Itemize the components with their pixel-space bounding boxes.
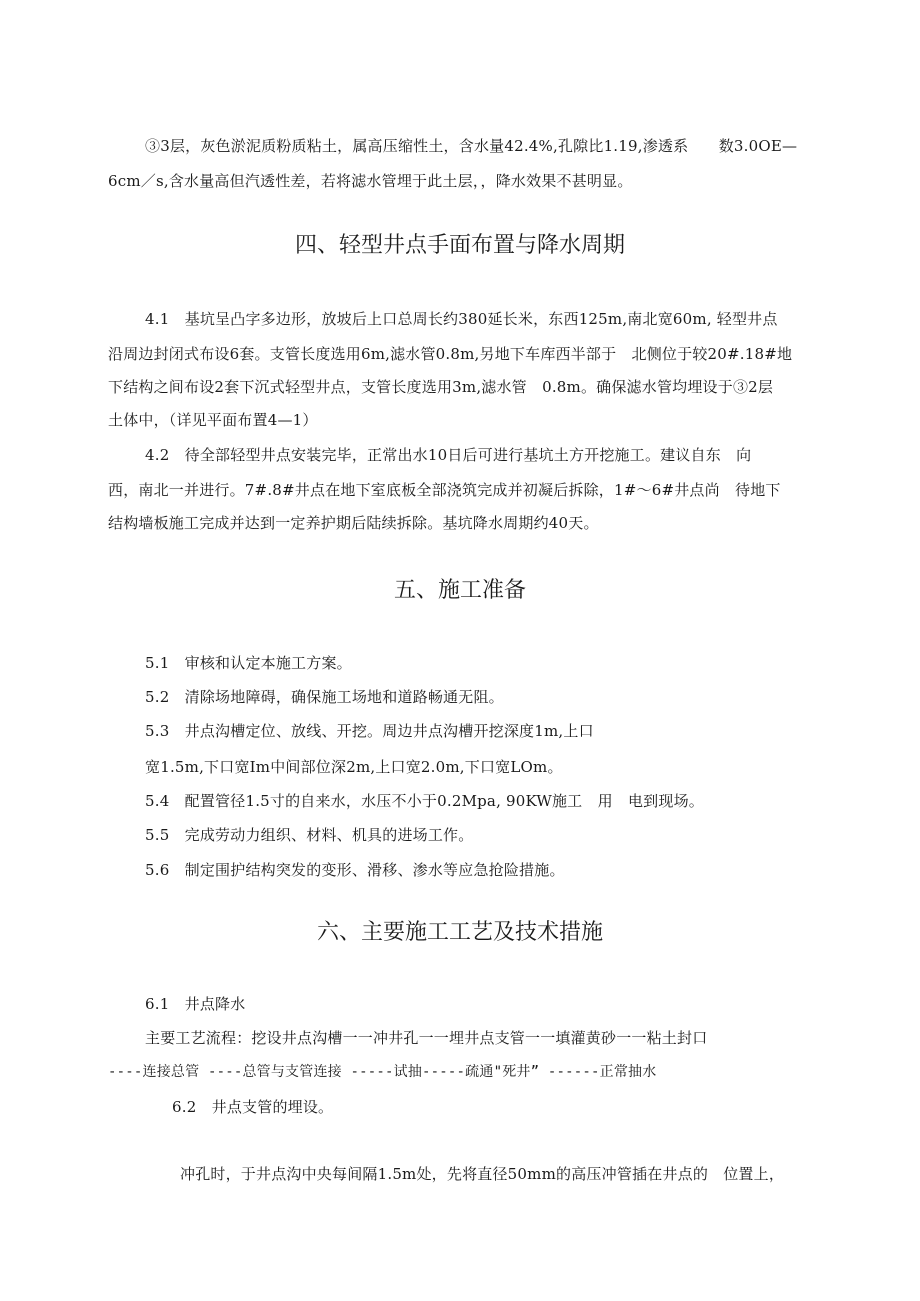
item-5-6: 5.6 制定围护结构突发的变形、滑移、渗水等应急抢险措施。 — [145, 861, 565, 879]
para-4-1-line-2: 沿周边封闭式布设6套。支管长度选用6m,滤水管0.8m,另地下车库西半部于 北侧位于较20#.18#地 — [108, 345, 793, 363]
para-4-1-line-3: 下结构之间布设2套下沉式轻型井点，支管长度选用3m,滤水管 0.8m。确保滤水管均埋设于③2层 — [108, 378, 774, 396]
para-4-2-line-1: 4.2 待全部轻型井点安装完毕，正常出水10日后可进行基坑土方开挖施工。建议自东 向 — [145, 446, 752, 464]
process-flow-line-2: ----连接总管 ----总管与支管连接 -----试抽-----疏通"死井” ------正常抽水 — [108, 1064, 657, 1080]
para-4-2-line-3: 结构墙板施工完成并达到一定养护期后陆续拆除。基坑降水周期约40天。 — [108, 514, 599, 532]
item-6-1: 6.1 井点降水 — [145, 995, 246, 1013]
para-4-1-line-4: 土体中，（详见平面布置4—1） — [108, 411, 318, 429]
item-5-2: 5.2 清除场地障碍，确保施工场地和道路畅通无阻。 — [145, 688, 504, 706]
item-5-3: 5.3 井点沟槽定位、放线、开挖。周边井点沟槽开挖深度1m,上口 — [145, 722, 594, 740]
flush-hole-para: 冲孔时，于井点沟中央每间隔1.5m处，先将直径50mm的高压冲管插在井点的 位置上， — [180, 1165, 785, 1183]
section-6-heading: 六、主要施工工艺及技术措施 — [316, 920, 603, 945]
para-4-1-line-1: 4.1 基坑呈凸字多边形，放坡后上口总周长约380延长米，东西125m,南北宽60m, 轻型井点 — [145, 310, 778, 328]
process-flow-line-1: 主要工艺流程：挖设井点沟槽一一冲井孔一一埋井点支管一一填灌黄砂一一粘土封口 — [145, 1029, 708, 1047]
item-5-4: 5.4 配置管径1.5寸的自来水，水压不小于0.2Mpa, 90KW施工 用 电到现场。 — [145, 792, 704, 810]
item-6-2: 6.2 井点支管的埋设。 — [172, 1098, 334, 1116]
item-5-3-cont: 宽1.5m,下口宽Im中间部位深2m,上口宽2.0m,下口宽LOm。 — [145, 758, 563, 776]
section-4-heading: 四、轻型井点手面布置与降水周期 — [294, 233, 625, 258]
soil-layer-line-1: ③3层，灰色淤泥质粉质粘土，属高压缩性土，含水量42.4%,孔隙比1.19,渗透系 数3.0OE— — [145, 137, 798, 155]
item-5-1: 5.1 审核和认定本施工方案。 — [145, 654, 352, 672]
section-5-heading: 五、施工准备 — [393, 578, 526, 603]
para-4-2-line-2: 西，南北一并进行。7#.8#井点在地下室底板全部浇筑完成并初凝后拆除，1#～6#井点尚 待地下 — [108, 481, 781, 499]
item-5-5: 5.5 完成劳动力组织、材料、机具的进场工作。 — [145, 826, 474, 844]
soil-layer-line-2: 6cm／s,含水量高但汽透性差，若将滤水管埋于此土层，，降水效果不甚明显。 — [108, 172, 633, 190]
